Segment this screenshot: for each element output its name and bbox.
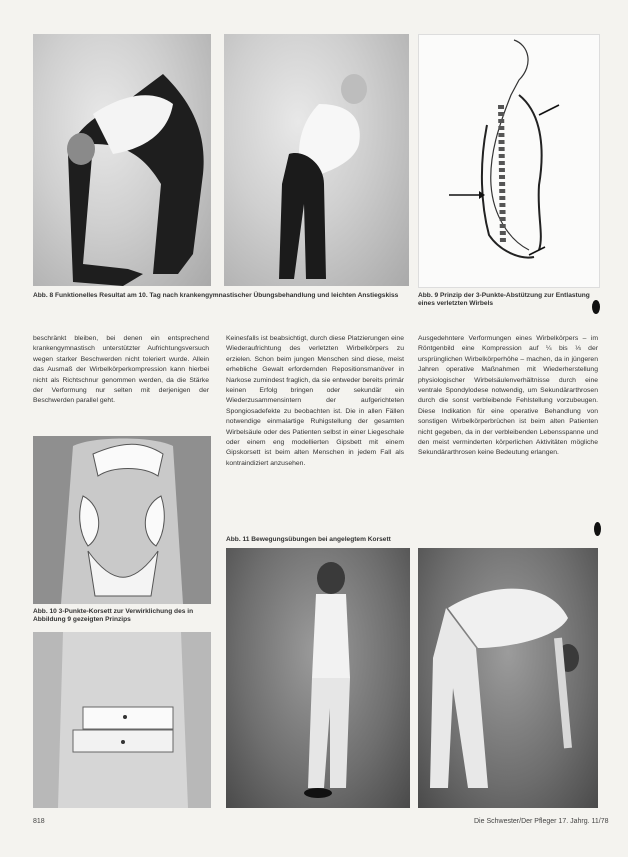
figure-10b-photo xyxy=(33,632,211,808)
body-column-2 xyxy=(226,334,404,469)
column-3-text: Ausgedehntere Verformungen eines Wirbelkörpers – im Röntgenbild eine Kompression auf ¼ bis ⅓ der ursprünglichen Wirbelkörperhöhe – machen, da in jüngeren Jahren operative Maßnahmen mit Wiederherstellung physiologischer Wirbelsäulenverhältnisse durch eine ventrale Spondylodese notwendig, um Sekundärarthrosen durch die sonst verbleibende Fehlstellung vorzubeugen. Diese Indikation für eine operative Behandlung von sonstigen Wirbelkörperbrüchen ist beim alten Patienten nicht gegeben, da in der verbleibenden Lebensspanne und den meist verminderten körperlichen Aktivitäten mögliche Sekundärarthrosen keine Bedeutung erlangen. xyxy=(418,335,598,457)
corset-back-icon xyxy=(33,632,211,808)
page-number: 818 xyxy=(33,818,45,825)
corset-front-icon xyxy=(33,436,211,604)
figure-9-caption: Abb. 9 Prinzip der 3-Punkte-Abstützung zur Entlastung eines verletzten Wirbels xyxy=(418,292,590,307)
figure-11-caption: Abb. 11 Bewegungsübungen bei angelegtem Korsett xyxy=(226,536,391,543)
figure-9-diagram xyxy=(418,34,600,288)
figure-8-photo xyxy=(33,34,211,286)
spine-diagram-icon xyxy=(419,35,599,287)
figure-8-caption: Abb. 8 Funktionelles Resultat am 10. Tag nach krankengymnastischer Übungsbehandlung und leichten Anstiegskiss xyxy=(33,292,399,299)
figure-10-photo xyxy=(33,436,211,604)
column-2-text: Keinesfalls ist beabsichtigt, durch diese Platzierungen eine Wiederaufrichtung des verletzten Wirbelkörpers zu erzielen. Schon beim jungen Menschen sind diese, meist erhebliche Gewalt erfordernden Repositionsmanöver in Narkose zumindest fraglich, da sie entweder bereits primär keinen Erfolg bringen oder sekundär ein Wiederzusammensintern der aufgerichteten Spongiosadefekte zu beobachten ist. Die in allen Fällen notwendige einmalartige Ruhigstellung der gesamten Wirbelsäule oder des Patienten selbst in einer Liegeschale oder einem eng modellierten Gipsbett mit einem Gipskorsett ist beim alten Menschen in jedem Fall als kontraindiziert anzusehen. xyxy=(226,335,404,467)
bent-man-figure xyxy=(33,34,211,286)
figure-10-caption: Abb. 10 3-Punkte-Korsett zur Verwirklichung des in Abbildung 9 gezeigten Prinzips xyxy=(33,608,194,623)
column-1-text: beschränkt bleiben, bei denen ein entsprechend krankengymnastisch unterstützter Aufrichtungsversuch wegen starker Beschwerden nicht toleriert wurde. Allein das Ausmaß der Wirbelkörperkompression kann hierbei nicht als Richtschnur genommen werden, da die Stärke der Verformung nur selten mit derjenigen der Beschwerden parallel geht. xyxy=(33,335,209,405)
side-man-figure xyxy=(224,34,409,286)
scan-blot xyxy=(594,522,601,536)
figure-8b-photo xyxy=(224,34,409,286)
bending-man-icon xyxy=(418,548,598,808)
figure-11-standing-photo xyxy=(226,548,410,808)
journal-footer: Die Schwester/Der Pfleger 17. Jahrg. 11/78 xyxy=(474,818,609,825)
figure-11-bending-photo xyxy=(418,548,598,808)
standing-man-icon xyxy=(226,548,410,808)
scan-blot xyxy=(592,300,600,314)
body-column-1 xyxy=(33,334,209,407)
body-column-3 xyxy=(418,334,598,459)
